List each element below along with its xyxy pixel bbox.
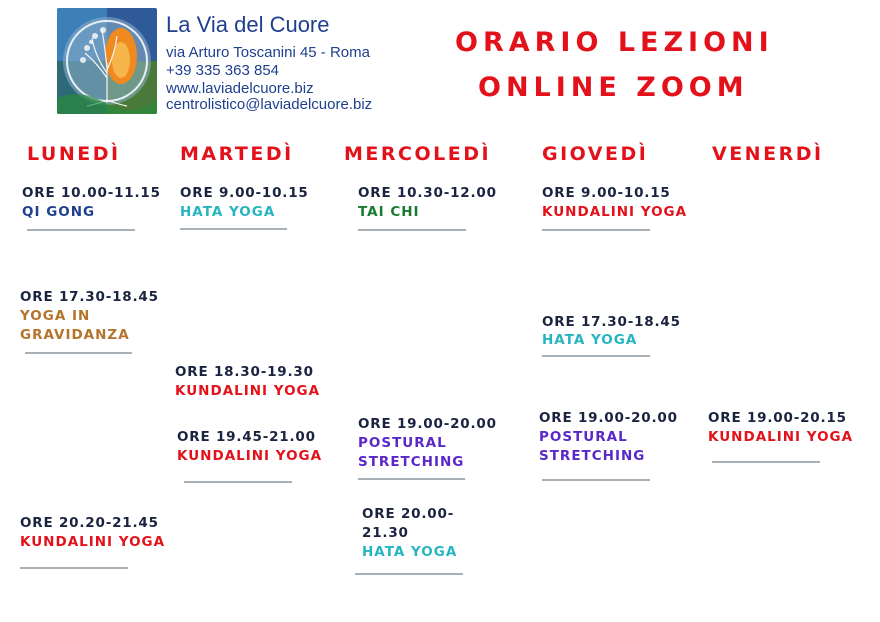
title-line-1: ORARIO LEZIONI bbox=[455, 27, 774, 58]
lesson-time: ORE 10.30-12.00 bbox=[358, 185, 497, 201]
day-friday: VENERDÌ bbox=[712, 143, 824, 165]
address: via Arturo Toscanini 45 - Roma bbox=[166, 44, 370, 61]
lesson-class: KUNDALINI YOGA bbox=[177, 448, 323, 464]
day-tuesday: MARTEDÌ bbox=[180, 143, 294, 165]
center-name: La Via del Cuore bbox=[166, 12, 330, 37]
lesson-class: HATA YOGA bbox=[180, 204, 276, 220]
lesson-class: STRETCHING bbox=[539, 448, 646, 464]
lesson-class: POSTURAL bbox=[539, 429, 628, 445]
lesson-time: ORE 19.45-21.00 bbox=[177, 429, 316, 445]
lesson-class: KUNDALINI YOGA bbox=[175, 383, 321, 399]
divider bbox=[355, 573, 463, 575]
divider bbox=[180, 228, 287, 230]
divider bbox=[542, 229, 650, 231]
divider bbox=[542, 355, 650, 357]
lesson-class: STRETCHING bbox=[358, 454, 465, 470]
lesson-time: ORE 19.00-20.00 bbox=[539, 410, 678, 426]
lesson-class: KUNDALINI YOGA bbox=[542, 204, 688, 220]
day-wednesday: MERCOLEDÌ bbox=[344, 143, 492, 165]
title-line-2: ONLINE ZOOM bbox=[478, 72, 749, 103]
day-monday: LUNEDÌ bbox=[27, 143, 121, 165]
tree-of-life-logo-icon bbox=[57, 8, 157, 114]
lesson-time: ORE 20.00- bbox=[362, 506, 455, 522]
divider bbox=[20, 567, 128, 569]
divider bbox=[358, 229, 466, 231]
lesson-time: 21.30 bbox=[362, 525, 409, 541]
lesson-class: KUNDALINI YOGA bbox=[708, 429, 854, 445]
website-link[interactable]: www.laviadelcuore.biz bbox=[166, 80, 314, 97]
lesson-class: HATA YOGA bbox=[362, 544, 458, 560]
lesson-time: ORE 20.20-21.45 bbox=[20, 515, 159, 531]
lesson-class: TAI CHI bbox=[358, 204, 420, 220]
lesson-time: ORE 19.00-20.15 bbox=[708, 410, 847, 426]
lesson-class: QI GONG bbox=[22, 204, 96, 220]
lesson-class: HATA YOGA bbox=[542, 332, 638, 348]
lesson-class: GRAVIDANZA bbox=[20, 327, 130, 343]
divider bbox=[358, 478, 465, 480]
divider bbox=[712, 461, 820, 463]
lesson-time: ORE 9.00-10.15 bbox=[542, 185, 671, 201]
phone: +39 335 363 854 bbox=[166, 62, 280, 79]
lesson-class: YOGA IN bbox=[20, 308, 91, 324]
lesson-time: ORE 10.00-11.15 bbox=[22, 185, 161, 201]
divider bbox=[542, 479, 650, 481]
divider bbox=[184, 481, 292, 483]
email-link[interactable]: centrolistico@laviadelcuore.biz bbox=[166, 96, 373, 113]
lesson-time: ORE 19.00-20.00 bbox=[358, 416, 497, 432]
lesson-time: ORE 17.30-18.45 bbox=[542, 314, 681, 330]
lesson-time: ORE 9.00-10.15 bbox=[180, 185, 309, 201]
lesson-class: POSTURAL bbox=[358, 435, 447, 451]
lesson-time: ORE 18.30-19.30 bbox=[175, 364, 314, 380]
day-thursday: GIOVEDÌ bbox=[542, 143, 649, 165]
divider bbox=[27, 229, 135, 231]
lesson-class: KUNDALINI YOGA bbox=[20, 534, 166, 550]
lesson-time: ORE 17.30-18.45 bbox=[20, 289, 159, 305]
divider bbox=[25, 352, 132, 354]
